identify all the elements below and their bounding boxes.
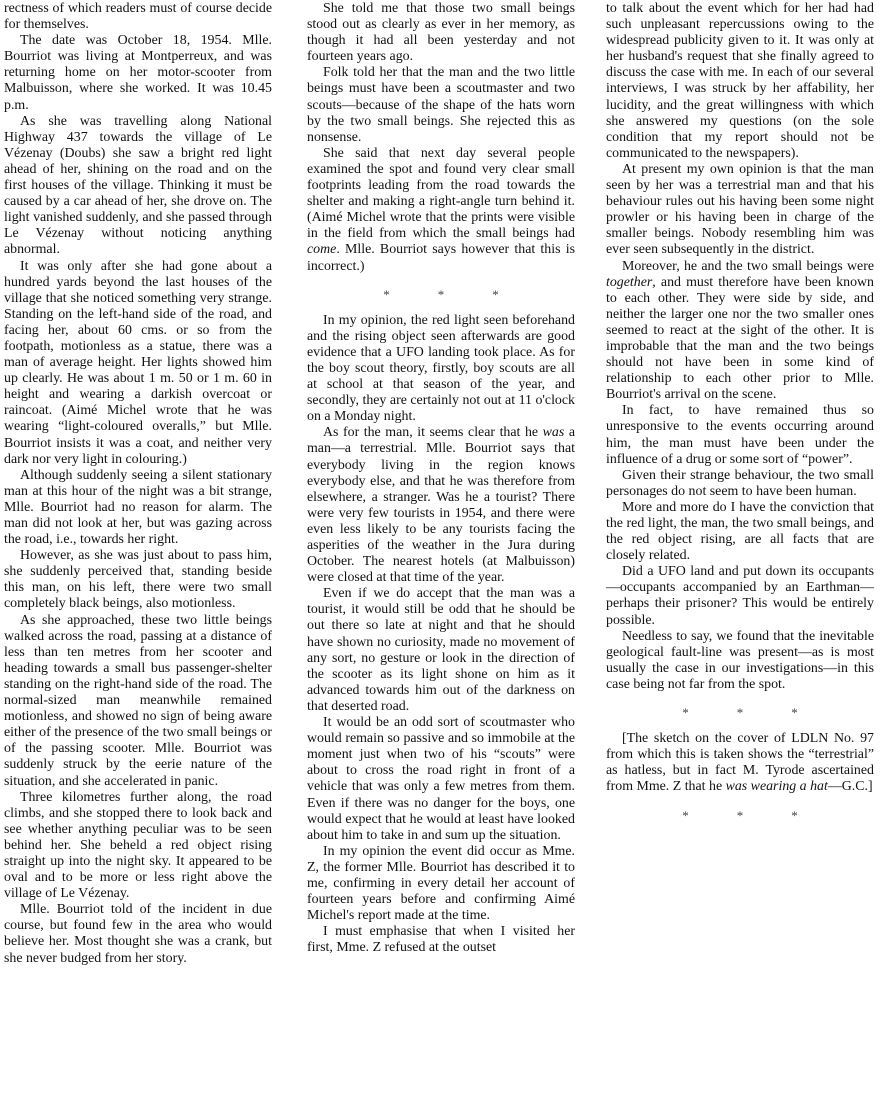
separator-star: * xyxy=(791,705,798,721)
emphasis: was wearing a hat xyxy=(725,779,828,795)
paragraph: The date was October 18, 1954. Mlle. Bourriot was living at Montperreux, and was returning home on her motor-scooter from Malbuisson, where she worked. It was 10.45 p.m. xyxy=(4,33,272,113)
paragraph: In my opinion, the red light seen beforehand and the rising object seen afterwards are good evidence that a UFO landing took place. As for the boy scout theory, firstly, boy scouts are all at school at that season of the year, and secondly, they are certainly not out at 11 o'clock on a Monday night. xyxy=(307,312,575,425)
paragraph: In fact, to have remained thus so unresponsive to the events occurring around him, the man must have been under the influence of a drug or some sort of “power”. xyxy=(606,403,874,467)
paragraph: As she was travelling along National Highway 437 towards the village of Le Vézenay (Doubs) she saw a bright red light ahead of her, shining on the road and on the first houses of the village. Thinking it must be caused by a car ahead of her, she drove on. The light vanished suddenly, and she passed through Le Vézenay without noticing anything abnormal. xyxy=(4,113,272,258)
paragraph: rectness of which readers must of course decide for themselves. xyxy=(4,1,272,33)
paragraph: Folk told her that the man and the two little beings must have been a scoutmaster and two scouts—because of the shape of the hats worn by the two small beings. She rejected this as nonsense. xyxy=(307,65,575,145)
separator-star: * xyxy=(682,807,689,823)
paragraph: She told me that those two small beings stood out as clearly as ever in her memory, as though it had all been yesterday and not fourteen years ago. xyxy=(307,1,575,65)
paragraph: It was only after she had gone about a hundred yards beyond the last houses of the village that she noticed something very strange. Standing on the left-hand side of the road, and facing her, about 60 cms. or so from the footpath, motionless as a statue, there was a man of average height. Her lights showed him up clearly. He was about 1 m. 50 or 1 m. 60 in height and wearing a darkish overcoat or raincoat. (Aimé Michel wrote that he was wearing “light-coloured overalls,” but Mlle. Bourriot insists it was a coat, and neither very dark nor very light in colouring.) xyxy=(4,258,272,467)
separator-star: * xyxy=(492,286,499,302)
paragraph: Three kilometres further along, the road climbs, and she stopped there to look back and see whether anything peculiar was to be seen behind her. She beheld a red object rising straight up into the night sky. It appeared to be oval and to be more or less right above the village of Le Vézenay. xyxy=(4,789,272,902)
paragraph: Did a UFO land and put down its occupants—occupants accompanied by an Earthman—perhaps their prisoner? This would be entirely possible. xyxy=(606,564,874,628)
paragraph: I must emphasise that when I visited her first, Mme. Z refused at the outset xyxy=(307,924,575,956)
paragraph: Needless to say, we found that the inevitable geological fault-line was present—as is most usually the case in our investigations—in this case being not far from the spot. xyxy=(606,628,874,692)
paragraph: Mlle. Bourriot told of the incident in due course, but found few in the area who would believe her. Most thought she was a crank, but she never budged from her story. xyxy=(4,902,272,966)
separator-star: * xyxy=(437,286,445,302)
separator-star: * xyxy=(791,807,798,823)
paragraph: In my opinion the event did occur as Mme. Z, the former Mlle. Bourriot has described it to me, confirming in every detail her account of fourteen years before and confirming Aimé Michel's report made at the time. xyxy=(307,843,575,924)
emphasis: was xyxy=(542,425,565,441)
section-separator xyxy=(307,287,575,303)
paragraph: At present my own opinion is that the man seen by her was a terrestrial man and that his behaviour rules out his having been some night prowler or his having been in charge of the smaller beings. Nobody resembling him was ever seen subsequently in the district. xyxy=(606,161,874,258)
column-3 xyxy=(606,1,874,834)
section-separator xyxy=(606,808,874,824)
paragraph: As for the man, it seems clear that he was a man—a terrestrial. Mlle. Bourriot says that everybody living in the region knows everybody else, and that he was therefore from elsewhere, a stranger. Was he a tourist? There were very few tourists in 1954, and there were even less likely to be any tourists facing the asperities of the weather in the Jura during October. The nearest hotels (at Malbuisson) were closed at that time of the year. xyxy=(307,425,575,586)
paragraph: As she approached, these two little beings walked across the road, passing at a distance of less than ten metres from her scooter and heading towards a small bus passenger-shelter standing on the right-hand side of the road. The normal-sized man meanwhile remained motionless, and showed no sign of being aware either of the presence of the two small beings or of the passing scooter. Mlle. Bourriot was suddenly struck by the eerie nature of the situation, and she accelerated in panic. xyxy=(4,612,272,789)
separator-star: * xyxy=(736,807,744,823)
paragraph: More and more do I have the conviction that the red light, the man, the two small beings, and the red object rising, are all facts that are closely related. xyxy=(606,499,874,564)
paragraph: [The sketch on the cover of LDLN No. 97 from which this is taken shows the “terrestrial” as hatless, but in fact M. Tyrode ascertained from Mme. Z that he was wearing a hat—G.C.] xyxy=(606,731,874,795)
paragraph: Given their strange behaviour, the two small personages do not seem to have been human. xyxy=(606,467,874,499)
column-1 xyxy=(4,1,272,967)
emphasis: together xyxy=(606,274,653,290)
section-separator xyxy=(606,705,874,721)
paragraph: Although suddenly seeing a silent stationary man at this hour of the night was a bit strange, Mlle. Bourriot had no reason for alarm. The man did not look at her, but was gazing across the road, i.e., towards her right. xyxy=(4,467,272,548)
separator-star: * xyxy=(736,705,744,721)
separator-star: * xyxy=(383,286,390,302)
paragraph: However, as she was just about to pass him, she suddenly perceived that, standing beside this man, on his left, there were two small completely black beings, also motionless. xyxy=(4,548,272,612)
column-2 xyxy=(307,1,575,956)
separator-star: * xyxy=(682,705,689,721)
paragraph: to talk about the event which for her had had such unpleasant repercussions owing to the widespread publicity given to it. It was only at her husband's request that she finally agreed to discuss the case with me. In each of our several interviews, I was struck by her affability, her lucidity, and the great willingness with which she answered my questions (on the sole condition that my report should not be communicated to the newspapers). xyxy=(606,1,874,161)
paragraph: She said that next day several people examined the spot and found very clear small footprints leading from the road towards the shelter and making a right-angle turn behind it. (Aimé Michel wrote that the prints were visible in the field from which the small beings had come. Mlle. Bourriot says however that this is incorrect.) xyxy=(307,145,575,274)
emphasis: come xyxy=(307,242,337,258)
paragraph: It would be an odd sort of scoutmaster who would remain so passive and so immobile at the moment just when two of his “scouts” were about to cross the road right in front of a vehicle that was only a few metres from them. Even if there was no danger for the boys, one would expect that he would at least have looked about him to take in and sum up the situation. xyxy=(307,715,575,843)
paragraph: Even if we do accept that the man was a tourist, it would still be odd that he should be out there so late at night and that he should have shown no curiosity, made no movement of any sort, no gesture or look in the direction of the scooter as its light shone on him as it advanced towards him out of the darkness on that deserted road. xyxy=(307,586,575,714)
paragraph: Moreover, he and the two small beings were together, and must therefore have been known to each other. They were side by side, and neither the larger one nor the two smaller ones seemed to react at the sight of the other. It is improbable that the man and the two beings should not have been in some kind of relationship to each other prior to Mlle. Bourriot's arrival on the scene. xyxy=(606,258,874,403)
